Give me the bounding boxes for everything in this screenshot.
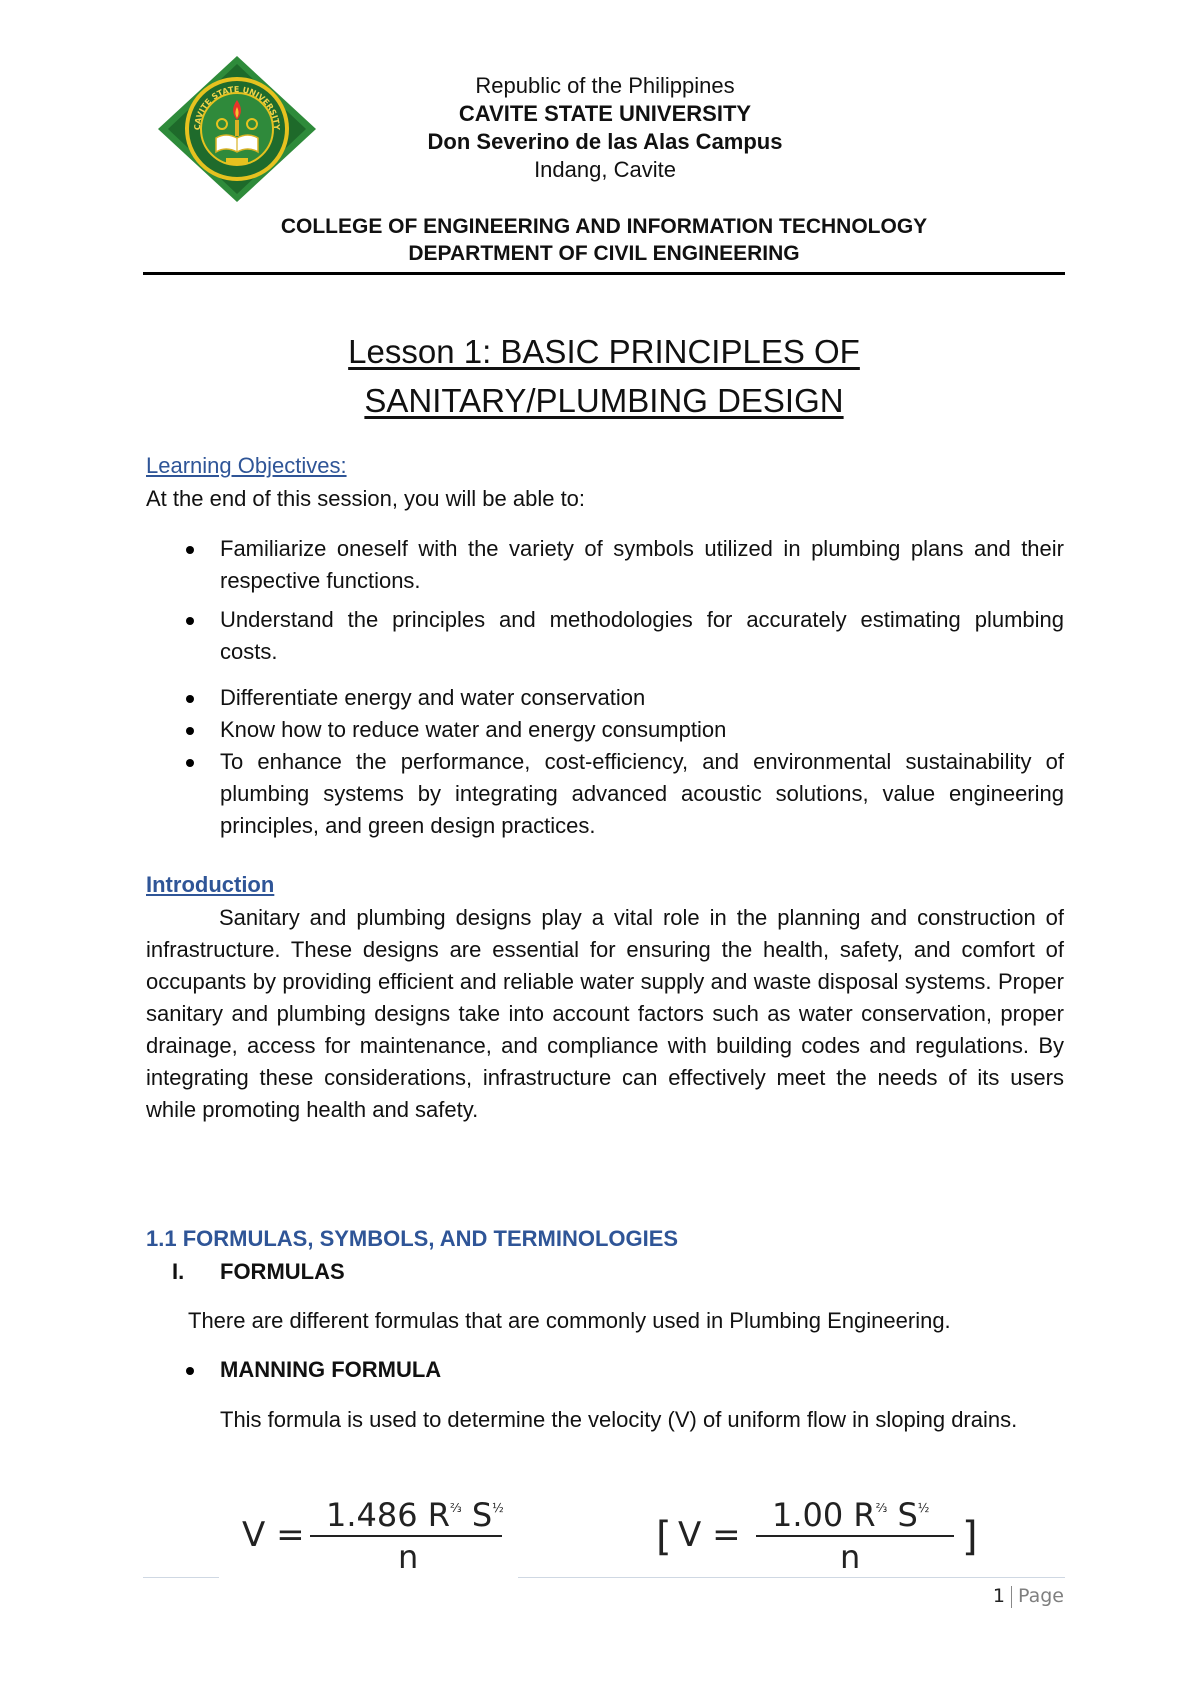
section-heading: 1.1 FORMULAS, SYMBOLS, AND TERMINOLOGIES — [146, 1226, 679, 1251]
manning-formula-english — [238, 1492, 518, 1582]
svg-text:V =: V = — [678, 1515, 741, 1555]
header-college: COLLEGE OF ENGINEERING AND INFORMATION TECHNOLOGY — [280, 215, 928, 238]
introduction-heading: Introduction — [146, 872, 275, 897]
footer-rule-left — [143, 1577, 219, 1578]
manning-text: This formula is used to determine the velocity (V) of uniform flow in sloping drains. — [220, 1407, 1018, 1432]
objectives-intro: At the end of this session, you will be able to: — [146, 486, 586, 511]
svg-text:]: ] — [962, 1514, 978, 1560]
manning-formula-si — [654, 1492, 984, 1582]
svg-text:1.486 R⅔ S½: 1.486 $R^{\frac{2}{3}}$ $S^{\frac{1}{2}}$ — [326, 1496, 504, 1534]
header-university: CAVITE STATE UNIVERSITY — [458, 101, 752, 126]
header-country: Republic of the Philippines — [475, 73, 735, 98]
list-item: Familiarize oneself with the variety of symbols utilized in plumbing plans and their respective functions. — [146, 533, 1064, 597]
objectives-list — [146, 533, 1064, 842]
lesson-title-line1: Lesson 1: BASIC PRINCIPLES OF — [348, 333, 860, 370]
svg-text:[: [ — [656, 1514, 672, 1560]
svg-text:n: n — [398, 1538, 419, 1576]
header-department: DEPARTMENT OF CIVIL ENGINEERING — [408, 242, 800, 265]
svg-text:1.00 R⅔ S½: 1.00 $R^{\frac{2}{3}}$ $S^{\frac{1}{2}}$ — [772, 1496, 930, 1534]
svg-text:n: n — [840, 1538, 861, 1576]
svg-text:CAVITE STATE UNIVERSITY: CAVITE STATE UNIVERSITY — [192, 84, 282, 131]
objectives-heading: Learning Objectives: — [146, 453, 347, 478]
page-footer — [993, 1585, 1064, 1608]
formulas-number: I. — [172, 1259, 185, 1284]
formulas-label: FORMULAS — [220, 1259, 345, 1284]
formulas-text: There are different formulas that are commonly used in Plumbing Engineering. — [188, 1308, 951, 1333]
page-number: 1 — [992, 1585, 1005, 1607]
svg-text:V =: V = — [242, 1515, 305, 1555]
list-item: To enhance the performance, cost-efficiency, and environmental sustainability of plumbing systems by integrating advanced acoustic solutions, value engineering principles, and green design practices. — [146, 746, 1064, 842]
list-item: Understand the principles and methodologies for accurately estimating plumbing costs. — [146, 604, 1064, 668]
footer-separator — [1011, 1586, 1012, 1608]
header-location: Indang, Cavite — [534, 157, 676, 182]
page-label: Page — [1018, 1585, 1064, 1607]
header-divider — [143, 272, 1065, 275]
introduction-paragraph: Sanitary and plumbing designs play a vital role in the planning and construction of infrastructure. These designs are essential for ensuring the health, safety, and comfort of occupants by providing efficient and reliable water supply and waste disposal systems. Proper sanitary and plumbing designs take into account factors such as water conservation, proper drainage, access for maintenance, and compliance with building codes and regulations. By integrating these considerations, infrastructure can effectively meet the needs of its users while promoting health and safety. — [146, 905, 1064, 1122]
formulas-heading — [172, 1256, 345, 1288]
list-item: Differentiate energy and water conservation — [146, 682, 1064, 714]
footer-rule-right — [518, 1577, 1065, 1578]
manning-heading: MANNING FORMULA — [146, 1354, 1064, 1386]
header-campus: Don Severino de las Alas Campus — [427, 129, 783, 154]
list-item: Know how to reduce water and energy consumption — [146, 714, 1064, 746]
university-seal-icon — [156, 54, 318, 204]
lesson-title-line2: SANITARY/PLUMBING DESIGN — [364, 382, 844, 419]
